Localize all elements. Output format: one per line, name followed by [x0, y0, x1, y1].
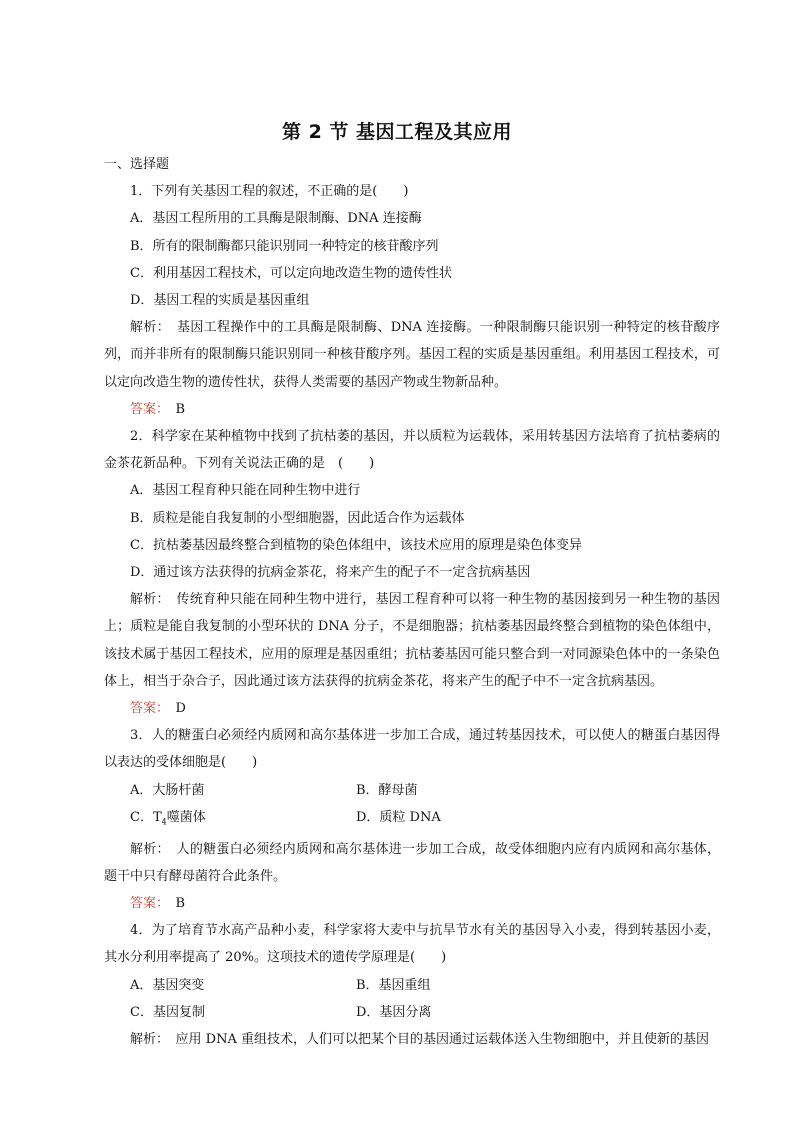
question-2-option-c: C．抗枯萎基因最终整合到植物的染色体组中，该技术应用的原理是染色体变异 [130, 537, 582, 553]
answer-label: 答案： [130, 896, 163, 912]
analysis-label: 解析： [130, 592, 164, 608]
question-1-option-b: B．所有的限制酶都只能识别同一种特定的核苷酸序列 [130, 238, 439, 254]
analysis-label: 解析： [130, 320, 164, 336]
question-1-option-c: C．利用基因工程技术，可以定向地改造生物的遗传性状 [130, 265, 452, 281]
question-4-option-a: A．基因突变 [130, 977, 205, 993]
analysis-text: 人的糖蛋白必须经内质网和高尔基体进一步加工合成，故受体细胞内应有内质网和高尔基体，题干中只有酵母菌符合此条件。 [104, 841, 720, 884]
question-2-stem: 2．科学家在某种植物中找到了抗枯萎的基因，并以质粒为运载体，采用转基因方法培育了抗枯萎病的金茶花新品种。下列有关说法正确的是 ( ) [104, 429, 720, 472]
question-2-answer [104, 695, 720, 722]
option-c-subscript: 4 [161, 817, 167, 827]
question-4-option-c: C．基因复制 [130, 1004, 205, 1020]
analysis-label: 解析： [130, 1032, 163, 1048]
answer-value: B [162, 896, 186, 912]
question-3-analysis [104, 836, 720, 890]
analysis-text: 应用 DNA 重组技术，人们可以把某个目的基因通过运载体送入生物细胞中，并且使新的基因 [162, 1032, 709, 1048]
answer-label: 答案： [130, 701, 163, 717]
question-4-option-b: B．基因重组 [356, 977, 431, 993]
question-1-analysis [104, 314, 720, 396]
question-4-options-row-2 [104, 999, 720, 1026]
question-3-option-a: A．大肠杆菌 [130, 782, 205, 798]
analysis-label: 解析： [130, 841, 164, 857]
page-title: 第 2 节 基因工程及其应用 [281, 121, 513, 143]
answer-value: D [162, 701, 186, 717]
question-3-stem: 3．人的糖蛋白必须经内质网和高尔基体进一步加工合成，通过转基因技术，可以使人的糖蛋白基因得以表达的受体细胞是( ) [104, 728, 720, 771]
question-1-option-a: A．基因工程所用的工具酶是限制酶、DNA 连接酶 [130, 211, 422, 227]
question-4-options-row-1 [104, 972, 720, 999]
question-3-option-d: D．质粒 DNA [356, 809, 441, 825]
question-3-option-b: B．酵母菌 [356, 782, 418, 798]
option-c-suffix: 噬菌体 [166, 809, 206, 825]
question-1-option-d: D．基因工程的实质是基因重组 [130, 293, 310, 309]
section-heading: 一、选择题 [104, 157, 170, 172]
question-3-options-row-2 [104, 804, 720, 836]
question-1-stem: 1．下列有关基因工程的叙述，不正确的是( ) [130, 184, 409, 200]
answer-label: 答案： [130, 401, 163, 417]
analysis-text: 传统育种只能在同种生物中进行，基因工程育种可以将一种生物的基因接到另一种生物的基因上；质粒是能自我复制的小型环状的 DNA 分子，不是细胞器；抗枯萎基因最终整合到植物的染色体组中，该技术属于基因工程技术，应用的原理是基因重组；抗枯萎基因可能只整合到一对同源染色体中的一条染色体上，相当于杂合子，因此通过该方法获得的抗病金茶花，将来产生的配子中不一定含抗病基因。 [104, 592, 720, 689]
document-body [104, 151, 720, 1053]
question-4-option-d: D．基因分离 [356, 1004, 432, 1020]
option-c-prefix: C．T [130, 809, 162, 825]
question-2-option-d: D．通过该方法获得的抗病金茶花，将来产生的配子不一定含抗病基因 [130, 565, 531, 581]
question-4-stem: 4．为了培育节水高产品种小麦，科学家将大麦中与抗旱节水有关的基因导入小麦，得到转基因小麦，其水分利用率提高了 20%。这项技术的遗传学原理是( ) [104, 923, 720, 966]
answer-value: B [162, 401, 186, 417]
question-2-option-b: B．质粒是能自我复制的小型细胞器，因此适合作为运载体 [130, 510, 465, 526]
question-3-option-c [130, 804, 356, 836]
question-2-option-a: A．基因工程育种只能在同种生物中进行 [130, 483, 361, 499]
question-3-options-row-1 [104, 777, 720, 804]
question-4-analysis [104, 1026, 720, 1053]
analysis-text: 基因工程操作中的工具酶是限制酶、DNA 连接酶。一种限制酶只能识别一种特定的核苷酸序列，而并非所有的限制酶只能识别同一种核苷酸序列。基因工程的实质是基因重组。利用基因工程技术，可以定向改造生物的遗传性状，获得人类需要的基因产物或生物新品种。 [104, 320, 720, 390]
question-1-answer [104, 396, 720, 423]
question-2-analysis [104, 586, 720, 695]
question-3-answer [104, 890, 720, 917]
